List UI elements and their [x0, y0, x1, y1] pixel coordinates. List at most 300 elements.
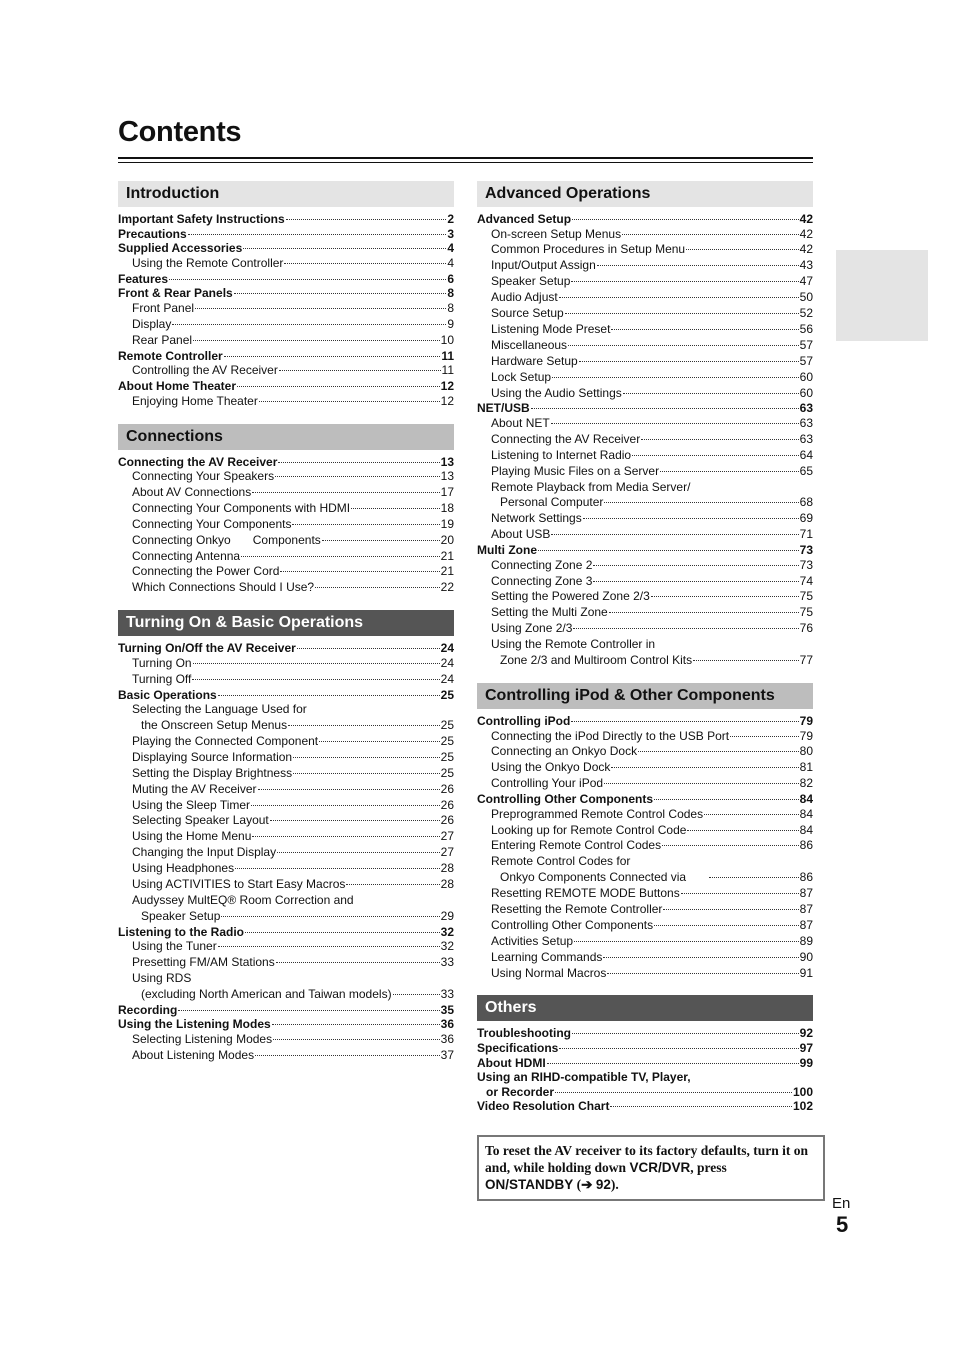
toc-entry[interactable] [118, 564, 454, 580]
dot-leader [258, 789, 440, 790]
toc-entry-label: Common Procedures in Setup Menu [491, 242, 686, 257]
note-ref-page[interactable]: 92 [595, 1177, 611, 1192]
dot-leader [686, 249, 799, 250]
toc-entry[interactable] [477, 558, 813, 574]
toc-entry-label: Connecting Your Components [132, 516, 292, 531]
toc-entry-label: the Onscreen Setup Menus [141, 718, 288, 733]
toc-entry-label: Controlling Other Components [477, 792, 653, 807]
toc-entry-page: 73 [799, 543, 813, 558]
note-key-vcr-dvr: VCR/DVR [629, 1160, 691, 1175]
toc-entry[interactable] [477, 1026, 813, 1041]
toc-entry-label: Using Normal Macros [491, 965, 607, 980]
toc-entry[interactable] [477, 322, 813, 338]
section-heading: Controlling iPod & Other Components [477, 683, 813, 709]
toc-entry[interactable] [477, 432, 813, 448]
toc-entry-page: 79 [799, 713, 813, 728]
dot-leader [609, 612, 799, 613]
section-heading: Others [477, 995, 813, 1021]
toc-entry[interactable] [118, 241, 454, 256]
dot-leader [654, 925, 799, 926]
toc-entry[interactable] [477, 838, 813, 854]
toc-entry-label: Preprogrammed Remote Control Codes [491, 806, 704, 821]
dot-leader [272, 1024, 440, 1025]
toc-entry[interactable] [118, 641, 454, 656]
side-index-tab [836, 250, 928, 341]
arrow-right-icon: ➔ [581, 1177, 593, 1192]
toc-entry-label: Controlling the AV Receiver [132, 363, 278, 378]
toc-entry-label: Muting the AV Receiver [132, 781, 257, 796]
toc-entry-page: 57 [799, 353, 813, 368]
toc-entry-page: 37 [440, 1047, 454, 1062]
toc-entry-page: 60 [799, 385, 813, 400]
toc-entry-label: On-screen Setup Menus [491, 226, 622, 241]
toc-entry[interactable] [118, 750, 454, 766]
toc-entry[interactable] [477, 902, 813, 918]
section-heading: Connections [118, 424, 454, 450]
toc-entry-page: 65 [799, 463, 813, 478]
toc-entry-page: 64 [799, 447, 813, 462]
toc-entry[interactable] [118, 1017, 454, 1032]
toc-entry[interactable] [477, 1099, 813, 1114]
toc-entry[interactable] [477, 792, 813, 807]
toc-entry[interactable] [118, 394, 454, 410]
dot-leader [568, 345, 799, 346]
toc-entry[interactable] [477, 464, 813, 480]
dot-leader [555, 1092, 792, 1093]
toc-entry-page: 6 [447, 271, 454, 286]
toc-entry-label: Listening Mode Preset [491, 321, 611, 336]
toc-entry-page: 42 [799, 242, 813, 257]
toc-entry[interactable] [477, 776, 813, 792]
toc-entry[interactable] [118, 688, 454, 703]
toc-entry[interactable] [118, 272, 454, 287]
dot-leader [322, 540, 440, 541]
toc-section [477, 181, 813, 669]
title-rule [118, 157, 813, 159]
toc-entry-label: Front & Rear Panels [118, 286, 233, 301]
toc-entry[interactable] [118, 363, 454, 379]
toc-entry[interactable] [477, 621, 813, 637]
toc-entry-label: About USB [491, 527, 551, 542]
toc-entry-label: Lock Setup [491, 369, 552, 384]
toc-entry-label: Display [132, 316, 172, 331]
toc-entry-label: About Listening Modes [132, 1047, 255, 1062]
toc-entry-page: 68 [799, 495, 813, 510]
toc-entry[interactable] [477, 886, 813, 902]
toc-entry-label: Activities Setup [491, 933, 574, 948]
toc-entry-page: 82 [799, 776, 813, 791]
toc-entry[interactable] [477, 854, 813, 870]
toc-entry-page: 86 [799, 838, 813, 853]
toc-section [477, 683, 813, 982]
toc-entry[interactable] [118, 672, 454, 688]
toc-entry-label: Connecting Zone 3 [491, 573, 593, 588]
toc-entry-page: 89 [799, 933, 813, 948]
toc-entry[interactable] [477, 370, 813, 386]
toc-entry-page: 4 [447, 255, 454, 270]
toc-entry[interactable] [118, 925, 454, 940]
dot-leader [221, 916, 439, 917]
dot-leader [571, 281, 798, 282]
toc-entry[interactable] [477, 258, 813, 274]
section-heading: Introduction [118, 181, 454, 207]
toc-entry-label: Turning Off [132, 671, 192, 686]
dot-leader [393, 994, 440, 995]
toc-entry-page: 28 [440, 876, 454, 891]
toc-entry-label: Playing the Connected Component [132, 733, 319, 748]
toc-entry-page: 8 [447, 286, 454, 301]
toc-entry-label: Basic Operations [118, 687, 217, 702]
toc-entry[interactable] [118, 798, 454, 814]
toc-entry-label: Changing the Input Display [132, 845, 277, 860]
toc-entry-label: Multi Zone [477, 543, 537, 558]
toc-entry-label: Using the Audio Settings [491, 385, 622, 400]
dot-leader [709, 877, 799, 878]
toc-entry-label: Listening to the Radio [118, 924, 244, 939]
toc-entry[interactable] [477, 527, 813, 543]
toc-entry-page: 47 [799, 274, 813, 289]
page-number: 5 [836, 1212, 849, 1237]
toc-entry[interactable] [477, 653, 813, 669]
toc-entry[interactable] [118, 533, 454, 549]
toc-entry[interactable] [477, 338, 813, 354]
toc-entry[interactable] [118, 485, 454, 501]
toc-entry-label: Which Connections Should I Use? [132, 580, 315, 595]
dot-leader [681, 893, 799, 894]
toc-entry[interactable] [477, 354, 813, 370]
toc-entry-page: 17 [440, 484, 454, 499]
toc-entry-label: Zone 2/3 and Multiroom Control Kits [500, 653, 693, 668]
toc-entry-page: 25 [440, 749, 454, 764]
dot-leader [551, 423, 799, 424]
toc-entry[interactable] [477, 760, 813, 776]
toc-entry-page: 32 [440, 924, 454, 939]
toc-entry-page: 25 [440, 718, 454, 733]
toc-entry-page: 24 [440, 641, 454, 656]
toc-entry-label: Remote Playback from Media Server/ [491, 479, 691, 494]
toc-entry-label: Setting the Multi Zone [491, 605, 608, 620]
toc-entry[interactable] [118, 877, 454, 893]
toc-entry[interactable] [118, 549, 454, 565]
toc-entry[interactable] [118, 1032, 454, 1048]
toc-entry-page: 84 [799, 792, 813, 807]
dot-leader [245, 932, 440, 933]
toc-entry[interactable] [477, 918, 813, 934]
toc-entry[interactable] [118, 301, 454, 317]
toc-entry-label: Source Setup [491, 306, 564, 321]
toc-entry[interactable] [118, 212, 454, 227]
toc-entry[interactable] [118, 845, 454, 861]
dot-leader [279, 370, 441, 371]
dot-leader [693, 660, 799, 661]
toc-entry-label: Resetting REMOTE MODE Buttons [491, 886, 680, 901]
toc-entry[interactable] [477, 823, 813, 839]
toc-entry-label: Precautions [118, 226, 187, 241]
toc-entry-label: Troubleshooting [477, 1026, 571, 1041]
toc-entry-page: 57 [799, 337, 813, 352]
dot-leader [224, 356, 441, 357]
toc-entry-page: 77 [799, 653, 813, 668]
toc-entry-label: Miscellaneous [491, 337, 568, 352]
dot-leader [243, 248, 446, 249]
dot-leader [275, 476, 440, 477]
toc-entry[interactable] [477, 242, 813, 258]
toc-entry[interactable] [477, 934, 813, 950]
toc-entry-page: 13 [440, 469, 454, 484]
toc-entry-label: About HDMI [477, 1055, 546, 1070]
toc-entry-page: 33 [440, 986, 454, 1001]
dot-leader [573, 628, 798, 629]
toc-entry[interactable] [118, 734, 454, 750]
page-title: Contents [118, 116, 242, 148]
toc-entry-label: Using Zone 2/3 [491, 621, 573, 636]
toc-entry-page: 75 [799, 589, 813, 604]
toc-entry-label: Using ACTIVITIES to Start Easy Macros [132, 876, 346, 891]
toc-entry[interactable] [477, 1041, 813, 1056]
toc-entry-label: Using an RIHD-compatible TV, Player, [477, 1070, 691, 1085]
toc-entry[interactable] [477, 714, 813, 729]
toc-entry[interactable] [118, 1048, 454, 1064]
toc-entry[interactable] [477, 574, 813, 590]
toc-entry-label: Connecting Your Speakers [132, 469, 275, 484]
toc-entry[interactable] [118, 501, 454, 517]
dot-leader [597, 265, 799, 266]
dot-leader [280, 571, 439, 572]
dot-leader [572, 219, 799, 220]
toc-entry-label: Listening to Internet Radio [491, 447, 632, 462]
toc-entry-page: 18 [440, 500, 454, 515]
dot-leader [192, 679, 439, 680]
toc-entry-label: Using the Remote Controller [132, 255, 284, 270]
dot-leader [270, 820, 440, 821]
toc-entry-page: 84 [799, 822, 813, 837]
dot-leader [730, 736, 799, 737]
toc-entry-page: 97 [799, 1041, 813, 1056]
dot-leader [255, 1055, 440, 1056]
toc-entry-page: 12 [440, 393, 454, 408]
toc-entry-label: Network Settings [491, 511, 582, 526]
toc-entry-label: Using RDS [132, 971, 192, 986]
toc-entry[interactable] [118, 955, 454, 971]
toc-entry[interactable] [118, 1003, 454, 1018]
toc-entry-page: 76 [799, 621, 813, 636]
toc-entry-label: Features [118, 271, 169, 286]
dot-leader [169, 279, 446, 280]
toc-entry-label: Setting the Powered Zone 2/3 [491, 589, 650, 604]
toc-entry-label: Selecting Speaker Layout [132, 813, 269, 828]
toc-entry[interactable] [118, 317, 454, 333]
toc-entry-page: 50 [799, 290, 813, 305]
toc-entry-label: Specifications [477, 1041, 559, 1056]
toc-entry-page: 42 [799, 226, 813, 241]
toc-entry[interactable] [118, 580, 454, 596]
note-ref-close: ). [610, 1177, 619, 1192]
toc-entry-label: Recording [118, 1002, 178, 1017]
toc-entry[interactable] [118, 455, 454, 470]
toc-entry[interactable] [477, 966, 813, 982]
toc-entry[interactable] [477, 870, 813, 886]
toc-entry[interactable] [477, 729, 813, 745]
toc-entry-label: NET/USB [477, 401, 530, 416]
toc-entry[interactable] [477, 386, 813, 402]
dot-leader [172, 324, 446, 325]
toc-entry-label: Speaker Setup [141, 908, 221, 923]
dot-leader [687, 830, 798, 831]
toc-entry-label: Advanced Setup [477, 212, 572, 226]
toc-entry[interactable] [118, 909, 454, 925]
dot-leader [293, 773, 440, 774]
toc-entry[interactable] [477, 416, 813, 432]
toc-entry[interactable] [477, 480, 813, 496]
toc-entry[interactable] [118, 718, 454, 734]
toc-entry-page: 86 [799, 870, 813, 885]
toc-entry[interactable] [118, 227, 454, 242]
toc-entry[interactable] [477, 1056, 813, 1071]
toc-entry-page: 26 [440, 813, 454, 828]
toc-entry-page: 2 [447, 212, 454, 226]
toc-entry-page: 25 [440, 733, 454, 748]
toc-entry-label: Important Safety Instructions [118, 212, 285, 226]
dot-leader [241, 556, 440, 557]
toc-entry[interactable] [118, 939, 454, 955]
toc-entry-page: 91 [799, 965, 813, 980]
dot-leader [611, 767, 798, 768]
toc-section [118, 181, 454, 410]
toc-entry[interactable] [477, 589, 813, 605]
toc-entry[interactable] [477, 401, 813, 416]
toc-entry[interactable] [118, 656, 454, 672]
dot-leader [234, 293, 447, 294]
dot-leader [351, 508, 440, 509]
toc-entry[interactable] [118, 517, 454, 533]
toc-entry-page: 73 [799, 557, 813, 572]
toc-entry-label: Connecting Your Components with HDMI [132, 500, 351, 515]
toc-entry-page: 28 [440, 861, 454, 876]
toc-entry-label: Using the Home Menu [132, 829, 252, 844]
dot-leader [583, 518, 799, 519]
note-key-on-standby: ON/STANDBY [485, 1177, 574, 1192]
toc-entry-page: 63 [799, 431, 813, 446]
dot-leader [547, 1063, 799, 1064]
toc-entry[interactable] [477, 511, 813, 527]
toc-entry[interactable] [477, 306, 813, 322]
note-text: To reset the AV receiver to its factory defaults, turn it on and, while holding down [485, 1143, 808, 1175]
dot-leader [252, 492, 439, 493]
toc-entry[interactable] [118, 333, 454, 349]
dot-leader [632, 455, 799, 456]
toc-entry-label: About NET [491, 415, 550, 430]
toc-entry[interactable] [118, 766, 454, 782]
toc-entry-page: 24 [440, 671, 454, 686]
dot-leader [552, 377, 799, 378]
toc-entry-label: Using the Tuner [132, 939, 217, 954]
toc-entry-label: Input/Output Assign [491, 258, 596, 273]
toc-entry-label: Supplied Accessories [118, 241, 243, 256]
toc-entry[interactable] [118, 782, 454, 798]
toc-entry[interactable] [477, 1070, 813, 1085]
dot-leader [704, 814, 799, 815]
toc-entry-label: Connecting Antenna [132, 548, 241, 563]
toc-entry[interactable] [118, 861, 454, 877]
dot-leader [565, 313, 799, 314]
toc-entry-label: Speaker Setup [491, 274, 571, 289]
toc-entry-label: About Home Theater [118, 379, 237, 394]
toc-entry-page: 20 [440, 532, 454, 547]
dot-leader [273, 1039, 440, 1040]
toc-entry[interactable] [477, 495, 813, 511]
toc-entry-page: 19 [440, 516, 454, 531]
toc-entry[interactable] [118, 829, 454, 845]
toc-entry[interactable] [118, 349, 454, 364]
toc-entry[interactable] [118, 893, 454, 909]
toc-entry-page: 42 [799, 212, 813, 226]
toc-entry-label: Resetting the Remote Controller [491, 902, 663, 917]
toc-entry[interactable] [118, 379, 454, 394]
toc-entry-label: Controlling Other Components [491, 917, 654, 932]
dot-leader [579, 361, 799, 362]
toc-entry[interactable] [118, 286, 454, 301]
dot-leader [623, 393, 799, 394]
toc-entry[interactable] [477, 605, 813, 621]
dot-leader [297, 648, 440, 649]
dot-leader [293, 757, 440, 758]
toc-entry[interactable] [477, 807, 813, 823]
toc-entry-page: 63 [799, 401, 813, 416]
dot-leader [278, 462, 439, 463]
toc-entry-page: 36 [440, 1032, 454, 1046]
section-heading: Advanced Operations [477, 181, 813, 207]
toc-entry-page: 8 [447, 300, 454, 315]
toc-entry[interactable] [118, 469, 454, 485]
toc-entry-page: 11 [441, 363, 454, 378]
dot-leader [638, 751, 799, 752]
dot-leader [251, 805, 440, 806]
toc-entry[interactable] [477, 950, 813, 966]
toc-entry-label: Personal Computer [500, 495, 604, 510]
toc-entry-label: Presetting FM/AM Stations [132, 955, 275, 970]
toc-entry[interactable] [118, 971, 454, 987]
toc-entry[interactable] [118, 256, 454, 272]
dot-leader [259, 401, 440, 402]
toc-entry[interactable] [477, 1085, 813, 1100]
toc-entry[interactable] [477, 744, 813, 760]
toc-entry-label: Using the Sleep Timer [132, 797, 251, 812]
toc-entry[interactable] [477, 637, 813, 653]
dot-leader [531, 408, 799, 409]
toc-entry[interactable] [477, 448, 813, 464]
dot-leader [538, 550, 799, 551]
toc-entry[interactable] [118, 702, 454, 718]
toc-entry-label: Using Headphones [132, 861, 235, 876]
toc-entry[interactable] [477, 227, 813, 243]
toc-entry[interactable] [477, 212, 813, 227]
dot-leader [346, 884, 439, 885]
toc-entry-label: or Recorder [486, 1084, 555, 1099]
toc-entry-label: Onkyo Components Connected via [500, 870, 687, 885]
toc-entry[interactable] [477, 543, 813, 558]
toc-entry-label: Turning On [132, 655, 192, 670]
dot-leader [193, 663, 440, 664]
toc-entry[interactable] [477, 274, 813, 290]
toc-entry[interactable] [477, 290, 813, 306]
dot-leader [660, 471, 799, 472]
toc-entry[interactable] [118, 813, 454, 829]
toc-entry-page: 56 [799, 321, 813, 336]
toc-entry-page: 92 [799, 1026, 813, 1041]
toc-entry[interactable] [118, 987, 454, 1003]
dot-leader [286, 219, 447, 220]
toc-entry-label: Selecting the Language Used for [132, 702, 307, 717]
